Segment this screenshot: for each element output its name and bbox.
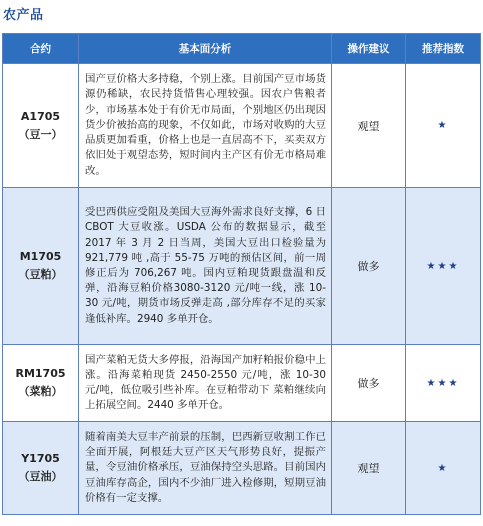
contract-code: RM1705 xyxy=(15,367,66,380)
header-row xyxy=(3,34,481,64)
rating-stars: ★★★ xyxy=(406,345,481,422)
analysis-cell: 国产菜粕无货大多停报，沿海国产加籽粕报价稳中上涨。沿海菜粕现货 2450-2550 元/吨，涨 10-30 元/吨，低位吸引些补库。在豆粕带动下 菜粕继续向上拓展空间。2440 多单开仓。 xyxy=(79,345,332,422)
contract-code: Y1705 xyxy=(21,452,60,465)
contract-name: （豆粕） xyxy=(18,268,63,281)
header-rating: 推荐指数 xyxy=(406,34,481,64)
advice-cell: 做多 xyxy=(332,188,406,345)
section-title: 农产品 xyxy=(3,8,44,23)
contract-name: （豆油） xyxy=(18,470,63,483)
advice-cell: 观望 xyxy=(332,422,406,515)
contract-name: （豆一） xyxy=(18,127,63,141)
contract-cell xyxy=(3,188,79,345)
rating-stars: ★ xyxy=(406,64,481,188)
contract-name: （菜粕） xyxy=(18,385,63,398)
header-advice: 操作建议 xyxy=(332,34,406,64)
contract-code: A1705 xyxy=(20,109,61,123)
analysis-cell: 随着南美大豆丰产前景的压制，巴西新豆收割工作已全面开展，阿根廷大豆产区天气形势良好，提振产量，令豆油价格承压，豆油保持空头思路。目前国内豆油库存高企，国内不少油厂进入检修期，短期豆油价格有一定支撑。 xyxy=(79,422,332,515)
header-contract: 合约 xyxy=(3,34,79,64)
header-analysis: 基本面分析 xyxy=(79,34,332,64)
advice-cell: 做多 xyxy=(332,345,406,422)
contract-cell xyxy=(3,64,79,188)
rating-stars: ★★★ xyxy=(406,188,481,345)
analysis-cell: 受巴西供应受阻及美国大豆海外需求良好支撑，6 日 CBOT 大豆收涨。USDA 公布的数据显示，截至 2017 年 3 月 2 日当周，美国大豆出口检验量为 921,779 吨 ,高于 55-75 万吨的预估区间，前一周修正后为 706,267 吨。国内豆粕现货跟盘温和反弹，沿海豆粕价格3080-3120 元/吨一线，涨 10-30 元/吨，期货市场反弹走高 ,部分库存不足的买家逢低补库。2940 多单开仓。 xyxy=(79,188,332,345)
table-row xyxy=(3,345,481,422)
table-row xyxy=(3,64,481,188)
analysis-cell: 国产豆价格大多持稳，个别上涨。目前国产豆市场货源仍稀缺，农民持货惜售心理较强。因农户售粮者少，市场基本处于有价无市局面，个别地区仍出现因货少价被抬高的现象，不仅如此，市场对收购的大豆品质更加看重，价格上也是一直居高不下，买卖双方依旧处于观望态势，短时间内主产区有价无市格局难改。 xyxy=(79,64,332,188)
contract-cell xyxy=(3,422,79,515)
agri-table xyxy=(2,33,481,515)
rating-stars: ★ xyxy=(406,422,481,515)
contract-cell xyxy=(3,345,79,422)
contract-code: M1705 xyxy=(19,250,62,263)
table-row xyxy=(3,188,481,345)
advice-cell: 观望 xyxy=(332,64,406,188)
table-row xyxy=(3,422,481,515)
